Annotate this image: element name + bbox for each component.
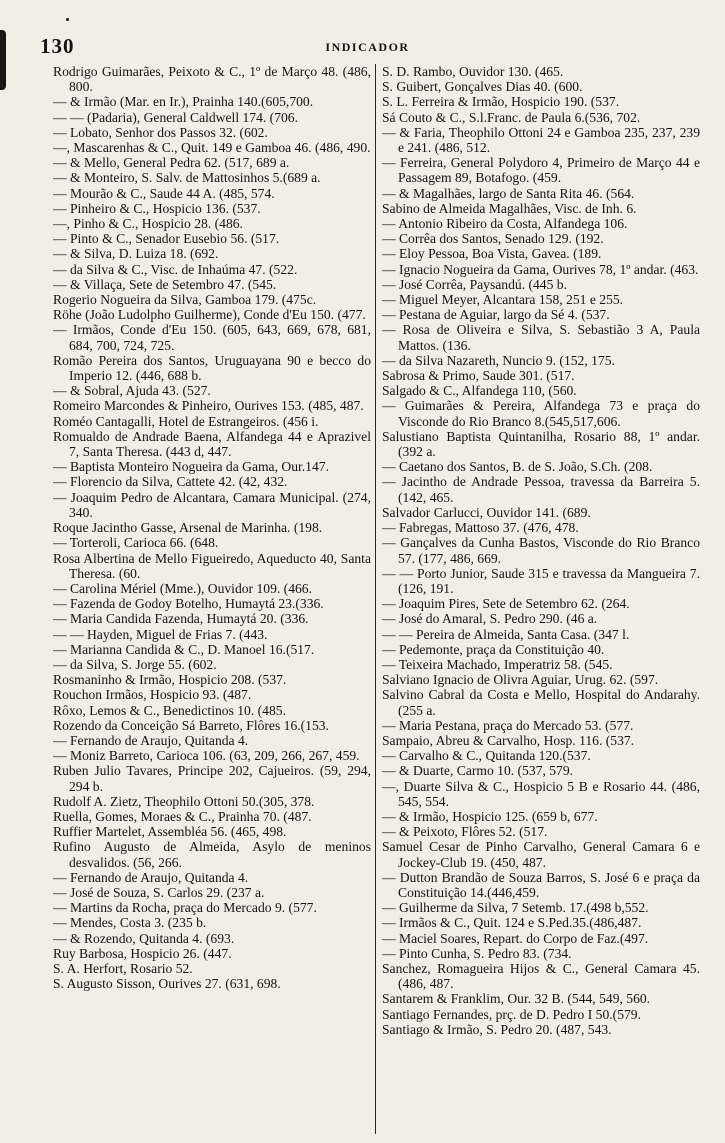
directory-entry: Romualdo de Andrade Baena, Alfandega 44 e Aprazivel 7, Santa Theresa. (443 d, 447. <box>53 428 371 460</box>
directory-entry: Roque Jacintho Gasse, Arsenal de Marinha. (198. <box>53 520 323 536</box>
directory-entry: — José do Amaral, S. Pedro 290. (46 a. <box>382 611 598 627</box>
running-title: INDICADOR <box>325 40 410 54</box>
directory-entry: — Pinto & C., Senador Eusebio 56. (517. <box>53 231 280 247</box>
directory-entry: — Irmãos & C., Quit. 124 e S.Ped.35.(486,487. <box>382 915 642 931</box>
directory-entry: Ruy Barbosa, Hospicio 26. (447. <box>53 945 232 961</box>
directory-entry: Salvino Cabral da Costa e Mello, Hospital do Andarahy. (255 a. <box>382 687 700 718</box>
directory-entry: — Lobato, Senhor dos Passos 32. (602. <box>53 124 268 140</box>
directory-entry: S. Guibert, Gonçalves Dias 40. (600. <box>382 79 583 95</box>
directory-entry: — Guimarães & Pereira, Alfandega 73 e praça do Visconde do Rio Branco 8.(545,517,606. <box>382 398 700 429</box>
directory-entry: —, Duarte Silva & C., Hospicio 5 B e Rosario 44. (486, 545, 554. <box>382 778 700 809</box>
directory-entry: — Ignacio Nogueira da Gama, Ourives 78, 1º andar. (463. <box>382 261 699 277</box>
directory-entry: — Fazenda de Godoy Botelho, Humaytá 23.(336. <box>53 596 324 612</box>
directory-entry: Rogerio Nogueira da Silva, Gamboa 179. (475c. <box>53 292 317 308</box>
directory-entry: — Maria Candida Fazenda, Humaytá 20. (336. <box>53 611 309 627</box>
directory-entry: S. A. Herfort, Rosario 52. <box>53 960 193 976</box>
left-column <box>53 64 375 1134</box>
directory-entry: Roméo Cantagalli, Hotel de Estrangeiros. (456 i. <box>53 413 319 429</box>
directory-entry: — & Duarte, Carmo 10. (537, 579. <box>382 763 574 779</box>
directory-entry: Rôxo, Lemos & C., Benedictinos 10. (485. <box>53 702 286 718</box>
directory-entry: — — Hayden, Miguel de Frias 7. (443. <box>53 626 268 642</box>
directory-entry: Rosa Albertina de Mello Figueiredo, Aqueducto 40, Santa Theresa. (60. <box>53 550 371 581</box>
directory-entry: S. Augusto Sisson, Ourives 27. (631, 698. <box>53 976 281 992</box>
directory-entry: — Miguel Meyer, Alcantara 158, 251 e 255. <box>382 292 624 308</box>
directory-entry: — & Magalhães, largo de Santa Rita 46. (564. <box>382 185 635 201</box>
directory-entry: — Jacintho de Andrade Pessoa, travessa da Barreira 5. (142, 465. <box>382 474 700 505</box>
directory-entry: — Fabregas, Mattoso 37. (476, 478. <box>382 520 579 536</box>
right-column <box>376 64 700 1134</box>
directory-entry: — da Silva, S. Jorge 55. (602. <box>53 656 217 672</box>
directory-entry: — Pestana de Aguiar, largo da Sé 4. (537. <box>382 307 610 323</box>
directory-entry: — Torteroli, Carioca 66. (648. <box>53 535 219 551</box>
binding-mark <box>0 30 6 90</box>
two-column-body <box>53 64 713 1134</box>
directory-entry: — Caetano dos Santos, B. de S. João, S.Ch. (208. <box>382 459 653 475</box>
directory-entry: — da Silva & C., Visc. de Inhaúma 47. (522. <box>53 261 298 277</box>
directory-entry: — Teixeira Machado, Imperatriz 58. (545. <box>382 656 613 672</box>
directory-entry: Rudolf A. Zietz, Theophilo Ottoni 50.(305, 378. <box>53 793 315 809</box>
directory-entry: — Antonio Ribeiro da Costa, Alfandega 106. <box>382 216 628 232</box>
directory-entry: — da Silva Nazareth, Nuncio 9. (152, 175. <box>382 352 615 368</box>
directory-entry: Rozendo da Conceição Sá Barreto, Flôres 16.(153. <box>53 717 329 733</box>
directory-entry: — Pedemonte, praça da Constituição 40. <box>382 641 605 657</box>
directory-entry: — — Pereira de Almeida, Santa Casa. (347 l. <box>382 626 630 642</box>
directory-entry: S. D. Rambo, Ouvidor 130. (465. <box>382 64 564 79</box>
directory-entry: — & Peixoto, Flôres 52. (517. <box>382 824 548 840</box>
directory-entry: Sabino de Almeida Magalhães, Visc. de Inh. 6. <box>382 200 637 216</box>
directory-entry: — Mourão & C., Saude 44 A. (485, 574. <box>53 185 275 201</box>
directory-entry: — Dutton Brandão de Souza Barros, S. José 6 e praça da Constituição 14.(446,459. <box>382 869 700 900</box>
directory-entry: S. L. Ferreira & Irmão, Hospicio 190. (537. <box>382 94 620 110</box>
directory-entry: Ruffier Martelet, Assembléa 56. (465, 498. <box>53 824 287 840</box>
directory-entry: — & Silva, D. Luiza 18. (692. <box>53 246 219 262</box>
directory-entry: Santiago & Irmão, S. Pedro 20. (487, 543. <box>382 1021 612 1037</box>
directory-entry: — Fernando de Araujo, Quitanda 4. <box>53 732 249 748</box>
directory-entry: — José de Souza, S. Carlos 29. (237 a. <box>53 884 265 900</box>
directory-entry: — & Irmão, Hospicio 125. (659 b, 677. <box>382 808 598 824</box>
directory-entry: — Pinto Cunha, S. Pedro 83. (734. <box>382 945 572 961</box>
directory-entry: — & Irmão (Mar. en Ir.), Prainha 140.(605,700. <box>53 94 314 110</box>
directory-entry: Salviano Ignacio de Olivra Aguiar, Urug. 62. (597. <box>382 672 659 688</box>
directory-entry: Sampaio, Abreu & Carvalho, Hosp. 116. (537. <box>382 732 635 748</box>
directory-entry: Salgado & C., Alfandega 110, (560. <box>382 383 577 399</box>
directory-entry: — & Villaça, Sete de Setembro 47. (545. <box>53 276 277 292</box>
directory-entry: Rosmaninho & Irmão, Hospicio 208. (537. <box>53 672 287 688</box>
directory-entry: Ruella, Gomes, Moraes & C., Prainha 70. (487. <box>53 808 312 824</box>
directory-entry: — Ferreira, General Polydoro 4, Primeiro de Março 44 e Passagem 89, Botafogo. (459. <box>382 155 700 186</box>
directory-entry: — — (Padaria), General Caldwell 174. (706. <box>53 109 298 125</box>
directory-entry: — Rosa de Oliveira e Silva, S. Sebastião 3 A, Paula Mattos. (136. <box>382 322 700 353</box>
directory-entry: Samuel Cesar de Pinho Carvalho, General Camara 6 e Jockey-Club 19. (450, 487. <box>382 839 700 870</box>
directory-entry: — Fernando de Araujo, Quitanda 4. <box>53 869 249 885</box>
directory-entry: — Joaquim Pires, Sete de Setembro 62. (264. <box>382 596 630 612</box>
directory-entry: — & Faria, Theophilo Ottoni 24 e Gamboa 235, 237, 239 e 241. (486, 512. <box>382 124 700 156</box>
directory-entry: Romeiro Marcondes & Pinheiro, Ourives 153. (485, 487. <box>53 398 364 414</box>
directory-entry: Romão Pereira dos Santos, Uruguayana 90 e becco do Imperio 12. (446, 688 b. <box>53 352 371 384</box>
directory-entry: Ruben Julio Tavares, Principe 202, Cajueiros. (59, 294, 294 b. <box>53 763 371 794</box>
ink-dot <box>66 18 69 21</box>
directory-entry: — Florencio da Silva, Cattete 42. (42, 432. <box>53 474 288 490</box>
page-header <box>40 34 695 64</box>
directory-entry: — Guilherme da Silva, 7 Setemb. 17.(498 b,552. <box>382 900 649 916</box>
directory-entry: — Maria Pestana, praça do Mercado 53. (577. <box>382 717 634 733</box>
directory-entry: — Martins da Rocha, praça do Mercado 9. (577. <box>53 900 317 916</box>
directory-entry: — José Corrêa, Paysandú. (445 b. <box>382 276 567 292</box>
directory-entry: Sá Couto & C., S.l.Franc. de Paula 6.(536, 702. <box>382 109 641 125</box>
directory-entry: — & Rozendo, Quitanda 4. (693. <box>53 930 235 946</box>
directory-entry: —, Mascarenhas & C., Quit. 149 e Gamboa 46. (486, 490. <box>53 140 371 156</box>
page-number: 130 <box>40 34 75 58</box>
directory-entry: — Irmãos, Conde d'Eu 150. (605, 643, 669, 678, 681, 684, 700, 724, 725. <box>53 322 371 353</box>
directory-entry: Santiago Fernandes, prç. de D. Pedro I 50.(579. <box>382 1006 641 1022</box>
directory-entry: — Gançalves da Cunha Bastos, Visconde do Rio Branco 57. (177, 486, 669. <box>382 535 700 566</box>
directory-entry: Rouchon Irmãos, Hospicio 93. (487. <box>53 687 252 703</box>
directory-entry: Rodrigo Guimarães, Peixoto & C., 1º de Março 48. (486, 800. <box>53 64 371 95</box>
directory-entry: — & Monteiro, S. Salv. de Mattosinhos 5.(689 a. <box>53 170 321 186</box>
directory-entry: — Eloy Pessoa, Boa Vista, Gavea. (189. <box>382 246 602 262</box>
directory-entry: — Marianna Candida & C., D. Manoel 16.(517. <box>53 641 315 657</box>
directory-entry: Sabrosa & Primo, Saude 301. (517. <box>382 368 575 384</box>
directory-entry: — Pinheiro & C., Hospicio 136. (537. <box>53 200 261 216</box>
directory-entry: — & Sobral, Ajuda 43. (527. <box>53 383 211 399</box>
directory-entry: — Joaquim Pedro de Alcantara, Camara Municipal. (274, 340. <box>53 489 371 520</box>
directory-entry: Rufino Augusto de Almeida, Asylo de meninos desvalidos. (56, 266. <box>53 839 371 870</box>
directory-entry: — Moniz Barreto, Carioca 106. (63, 209, 266, 267, 459. <box>53 748 360 764</box>
directory-entry: — — Porto Junior, Saude 315 e travessa da Mangueira 7. (126, 191. <box>382 565 700 596</box>
directory-entry: — Maciel Soares, Repart. do Corpo de Faz.(497. <box>382 930 649 946</box>
directory-entry: Röhe (João Ludolpho Guilherme), Conde d'Eu 150. (477. <box>53 307 366 323</box>
directory-entry: — Carvalho & C., Quitanda 120.(537. <box>382 748 591 764</box>
directory-entry: — & Mello, General Pedra 62. (517, 689 a. <box>53 155 290 171</box>
directory-entry: — Carolina Mériel (Mme.), Ouvidor 109. (466. <box>53 580 312 596</box>
directory-entry: — Baptista Monteiro Nogueira da Gama, Our.147. <box>53 459 329 475</box>
directory-entry: — Corrêa dos Santos, Senado 129. (192. <box>382 231 604 247</box>
directory-entry: Salustiano Baptista Quintanilha, Rosario 88, 1º andar. (392 a. <box>382 428 700 460</box>
directory-entry: Sanchez, Romagueira Hijos & C., General Camara 45. (486, 487. <box>382 960 700 992</box>
directory-entry: — Mendes, Costa 3. (235 b. <box>53 915 207 931</box>
directory-entry: —, Pinho & C., Hospicio 28. (486. <box>53 216 243 232</box>
directory-entry: Santarem & Franklim, Our. 32 B. (544, 549, 560. <box>382 991 651 1007</box>
directory-entry: Salvador Carlucci, Ouvidor 141. (689. <box>382 504 591 520</box>
